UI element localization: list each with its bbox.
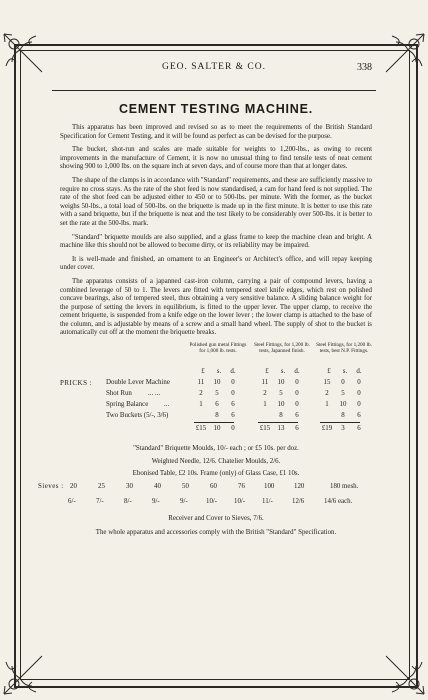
sieve-mesh: 30 [126, 482, 133, 490]
sieve-price: 11/- [262, 497, 273, 505]
leader-dots: ... ... [148, 390, 161, 398]
page-header [0, 62, 428, 78]
sum-rule [258, 422, 298, 423]
totals-row: £15 10 0 £15 13 6 £19 3 6 [195, 425, 361, 433]
sieve-price: 10/- [206, 497, 218, 505]
sieve-price: 9/- [152, 497, 160, 505]
column-header: Steel Fittings, for 1,200 lb. tests, best N.P. Fittings. [316, 342, 372, 354]
sieve-mesh: 76 [238, 482, 245, 490]
paragraph: It is well-made and finished, an ornament to an Engineer's or Architect's office, and will repay keeping under cover. [60, 255, 372, 272]
corner-ornament-icon [384, 654, 426, 696]
table-row: Spring Balance ... 1 6 6 1 10 0 1 10 0 [106, 401, 361, 409]
paragraph: "Standard" briquette moulds are also supplied, and a glass frame to keep the machine clean and bright. A machine like this should not be allowed to become dirty, or its reliability may be impaired. [60, 233, 372, 250]
sieve-mesh: 60 [210, 482, 217, 490]
table-line: Ebonised Table, £2 10s. Frame (only) of Glass Case, £1 10s. [132, 470, 300, 478]
sieve-mesh: 20 [70, 482, 77, 490]
sieve-price: 14/6 each. [324, 497, 353, 505]
needle-line: Weighted Needle, 12/6. Chatelier Moulds, 2/6. [151, 457, 281, 465]
sum-rule [320, 422, 360, 423]
price-table: Polished gun metal Fittings for 1,000 lb. tests. Steel Fittings, for 1,200 lb. tests, Japanned finish. Steel Fittings, for 1,200 lb. tests, best N.P. Fittings. £ s. d. £ s. d. £ s. d. PRICKS : Double Lever Machine 11 10 0 11 10 0 15 0 0 Shot Run ... ... 2 5 0 2 5 0 2 5 0 Spring Balance ... 1 6 6 1 10 0 1 10 0 Two Buckets (5/-, 3/6) 8 6 8 6 8 6 £15 10 0 £15 13 6 £19 3 6 [60, 343, 372, 443]
item-name: Shot Run [106, 390, 132, 398]
paragraph: This apparatus has been improved and revised so as to meet the requirements of the British Standard Specification for Cement Testing, and it will be found as perfect as can be devised for the purpose. [60, 124, 372, 140]
item-name: Double Lever Machine [106, 379, 170, 387]
column-header: Polished gun metal Fittings for 1,000 lb. tests. [189, 342, 247, 354]
sieve-price-row [60, 498, 372, 510]
sieve-mesh: 180 mesh. [330, 482, 359, 490]
company-name: GEO. SALTER & CO. [161, 62, 266, 72]
sieve-price: 10/- [234, 497, 246, 505]
sum-rule [194, 422, 234, 423]
sieve-mesh-row [38, 482, 372, 495]
table-row: Shot Run ... ... 2 5 0 2 5 0 2 5 0 [106, 390, 361, 398]
catalogue-entry [38, 102, 372, 538]
sieve-price: 7/- [96, 497, 104, 505]
compliance-note: The whole apparatus and accessories comply with the British "Standard" Specification. [95, 529, 337, 537]
paragraph: The bucket, shot-run and scales are made suitable for weights to 1,200-lbs., as owing to recent improvements in the manufacture of Cement, it is now no unusual thing to find tensile tests of neat cement showing 900 to 1,000 lbs. on the square inch at seven days, and of course more than that at longer dates. [60, 146, 372, 171]
paragraph: The shape of the clamps is in accordance with "Standard" requirements, and these are sufficiently massive to require no cross stays. As the rate of the shot feed is now standardised, a cam for hand feed is not supplied. The rate of the shot feed can be adjusted either to 450 or to 500-lbs. per minute. With the former, as the bucket weighs 50-lbs., a total load of 500-lbs. on the briquette is made up in the first minute. It is better to use this rate with a sand briquette, but if the briquette is neat and the test likely to be considerably over 500-lbs. it is better to set the rate at the 500-lbs. mark. [60, 176, 372, 227]
prices-label: PRICKS : [60, 379, 93, 388]
corner-ornament-icon [2, 654, 44, 696]
header-rule [52, 90, 376, 91]
sieve-price: 6/- [68, 497, 76, 505]
sieve-price: 8/- [124, 497, 132, 505]
sieve-mesh: 120 [294, 482, 305, 490]
sieve-mesh: 50 [182, 482, 189, 490]
sieve-mesh: 25 [98, 482, 105, 490]
sieve-price: 12/6 [292, 497, 305, 505]
page-title: CEMENT TESTING MACHINE. [118, 102, 314, 116]
item-name: Spring Balance [106, 401, 149, 409]
sieve-mesh: 100 [264, 482, 275, 490]
page-number: 338 [357, 62, 372, 73]
sieve-mesh: 40 [154, 482, 161, 490]
sieves-label: Sieves : [38, 482, 64, 490]
table-row: PRICKS : Double Lever Machine 11 10 0 11 10 0 15 0 0 [60, 379, 361, 388]
receiver-line: Receiver and Cover to Sieves, 7/6. [168, 514, 264, 522]
sieve-price: 9/- [180, 497, 188, 505]
item-name: Two Buckets (5/-, 3/6) [106, 412, 169, 420]
leader-dots: ... [164, 401, 170, 409]
moulds-line: "Standard" Briquette Moulds, 10/- each ; or £5 10s. per doz. [133, 445, 299, 453]
column-header: Steel Fittings, for 1,200 lb. tests, Japanned finish. [254, 342, 310, 354]
table-row: Two Buckets (5/-, 3/6) 8 6 8 6 8 6 [106, 412, 361, 420]
paragraph: The apparatus consists of a japanned cast-iron column, carrying a pair of compound levers, having a combined leverage of 50 to 1. The levers are fitted with tempered steel knife edges, which rest on polished concave bearings, also of tempered steel, thus obtaining a very sensitive balance. A sliding balance weight for the purpose of setting the levers in equilibrium, is fitted to the upper lever. The upper clamp, to receive the cement briquette, is suspended from a knife edge on the lower lever ; the lower clamp is attached to the base of the column, and is adjustable by means of a screw and a small hand wheel. The supply of shot to the bucket is automatically cut off at the moment the briquette breaks. [60, 277, 372, 337]
